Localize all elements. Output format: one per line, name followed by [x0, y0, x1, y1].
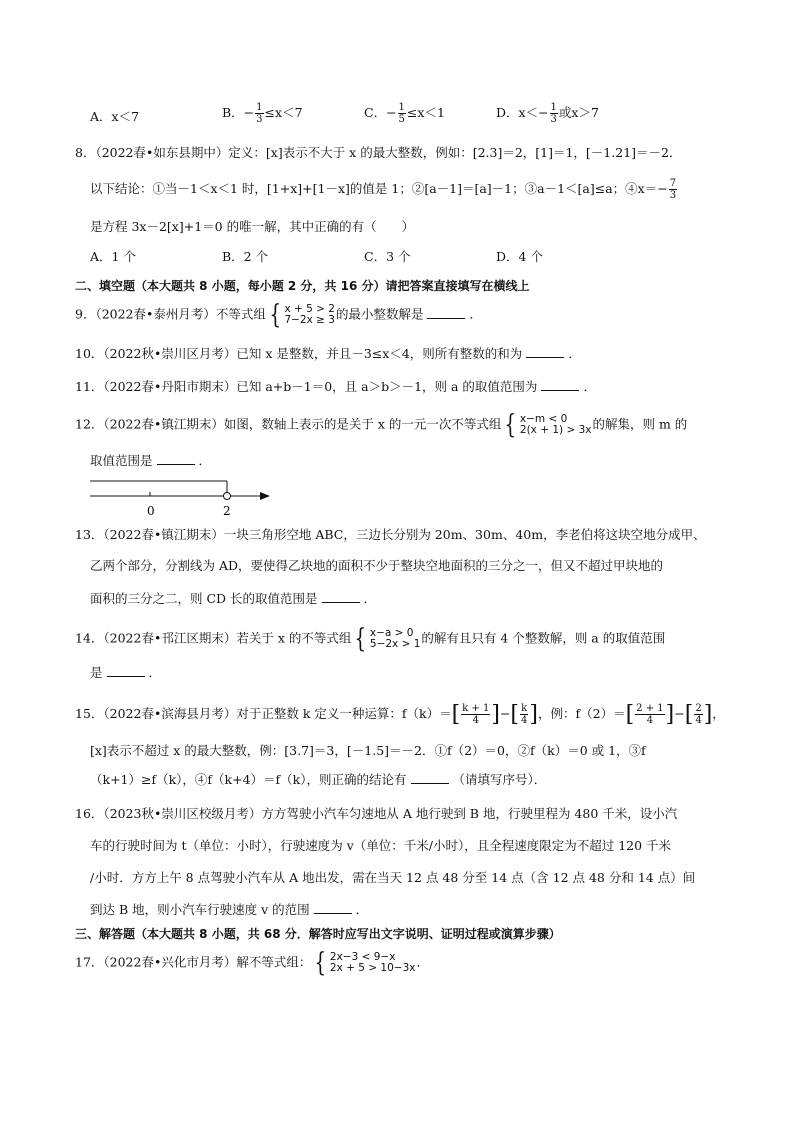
q8-option-c: C．3 个	[364, 249, 411, 264]
q13-line2: 乙两个部分，分割线为 AD，要使得乙块地的面积不少于整块空地面积的三分之一，但又不超过甲块地的	[90, 558, 664, 573]
q12-answer-blank[interactable]	[157, 452, 195, 465]
q16-line3: /小时．方方上午 8 点驾驶小汽车从 A 地出发，需在当天 12 点 48 分至 14 点（含 12 点 48 分和 14 点）间	[90, 870, 696, 885]
open-circle-at-2	[224, 493, 231, 500]
q8-option-b: B．2 个	[222, 249, 269, 264]
q17: 17．（2022春•兴化市月考）解不等式组： { 2x−3 < 9−x 2x + 5 > 10−3x ．	[75, 948, 429, 978]
axis-label-2: 2	[223, 504, 231, 518]
q16-line4: 到达 B 地，则小汽车行驶速度 v 的范围 ．	[90, 902, 369, 917]
q9: 9．（2022春•泰州月考）不等式组 { x + 5 > 2 7−2x ≥ 3 的最小整数解是 ．	[75, 300, 482, 330]
section-2-heading: 二、填空题（本大题共 8 小题，每小题 2 分，共 16 分）请把答案直接填写在横线上	[75, 279, 530, 293]
q16-line2: 车的行驶时间为 t（单位：小时），行驶速度为 v（单位：千米/小时），且全程速度限定为不超过 120 千米	[90, 838, 672, 853]
q12-line1: 12．（2022春•镇江期末）如图，数轴上表示的是关于 x 的一元一次不等式组 { x−m < 0 2(x + 1) > 3x 的解集，则 m 的	[75, 410, 688, 440]
q14-line1: 14．（2022春•邗江区期末）若关于 x 的不等式组 { x−a > 0 5−2x > 1 的解有且只有 4 个整数解，则 a 的取值范围	[75, 624, 666, 654]
q10: 10．（2022秋•崇川区月考）已知 x 是整数，并且－3≤x＜4，则所有整数的和为 ．	[75, 346, 581, 361]
q15-line3: （k+1）≥f（k），④f（k+4）＝f（k），则正确的结论有 （请填写序号）．	[90, 772, 547, 787]
q11-answer-blank[interactable]	[541, 378, 579, 391]
axis-label-0: 0	[147, 504, 155, 518]
section-3-heading: 三、解答题（本大题共 8 小题，共 68 分．解答时应写出文字说明、证明过程或演算步骤）	[75, 927, 561, 941]
q11: 11．（2022春•丹阳市期末）已知 a+b－1＝0，且 a＞b＞－1，则 a 的取值范围为 ．	[75, 379, 596, 394]
q7-option-d: D．x＜− $\frac{1}{3}$ 或x＞7	[496, 102, 599, 125]
q16-line1: 16．（2023秋•崇川区校级月考）方方驾驶小汽车匀速地从 A 地行驶到 B 地，行驶里程为 480 千米，设小汽	[75, 806, 678, 821]
q15-line1: 15．（2022春•滨海县月考）对于正整数 k 定义一种运算：f（k）＝ [ $\frac{k + 1}{4}$ ] − [ $\frac{k}{4}$ ] ，例：f（2）＝ [ $\frac{2 + 1}{4}$ ] − [ $\frac{2}{4}$ ] ，	[75, 701, 725, 727]
q8-option-d: D．4 个	[496, 249, 543, 264]
q8-line1: 8．（2022春•如东县期中）定义：[x]表示不大于 x 的最大整数，例如：[2.3]＝2，[1]＝1，[－1.21]＝－2．	[75, 145, 682, 160]
q8-option-a: A．1 个	[90, 249, 136, 264]
q10-answer-blank[interactable]	[526, 345, 564, 358]
q15-answer-blank[interactable]	[411, 771, 449, 784]
q7-option-b: B．− $\frac{1}{3}$ ≤x＜7	[222, 102, 303, 125]
q7-option-a: A．x＜7	[90, 109, 140, 124]
number-line-figure	[88, 474, 272, 520]
q8-line3: 是方程 3x－2[x]+1＝0 的唯一解，其中正确的有（ ）	[90, 219, 415, 234]
q7-option-c: C．− $\frac{1}{5}$ ≤x＜1	[364, 102, 445, 125]
q12-line2: 取值范围是 ．	[90, 453, 212, 468]
q16-answer-blank[interactable]	[314, 901, 352, 914]
q13-line1: 13．（2022春•镇江期末）一块三角形空地 ABC，三边长分别为 20m、30m、40m，李老伯将这块空地分成甲、	[75, 527, 706, 542]
q9-answer-blank[interactable]	[427, 306, 465, 319]
q14-line2: 是 ．	[90, 665, 162, 680]
q13-line3: 面积的三分之二，则 CD 长的取值范围是 ．	[90, 591, 377, 606]
q14-answer-blank[interactable]	[107, 664, 145, 677]
q13-answer-blank[interactable]	[322, 590, 360, 603]
axis-arrow-icon	[260, 492, 270, 500]
q8-line2: 以下结论：①当－1＜x＜1 时，[1+x]+[1－x]的值是 1；②[a－1]＝[a]－1；③a－1＜[a]≤a；④x＝− $\frac{7}{3}$	[90, 178, 677, 201]
q15-line2: [x]表示不超过 x 的最大整数，例：[3.7]＝3，[－1.5]＝－2．①f（2）＝0，②f（k）＝0 或 1，③f	[90, 743, 646, 758]
